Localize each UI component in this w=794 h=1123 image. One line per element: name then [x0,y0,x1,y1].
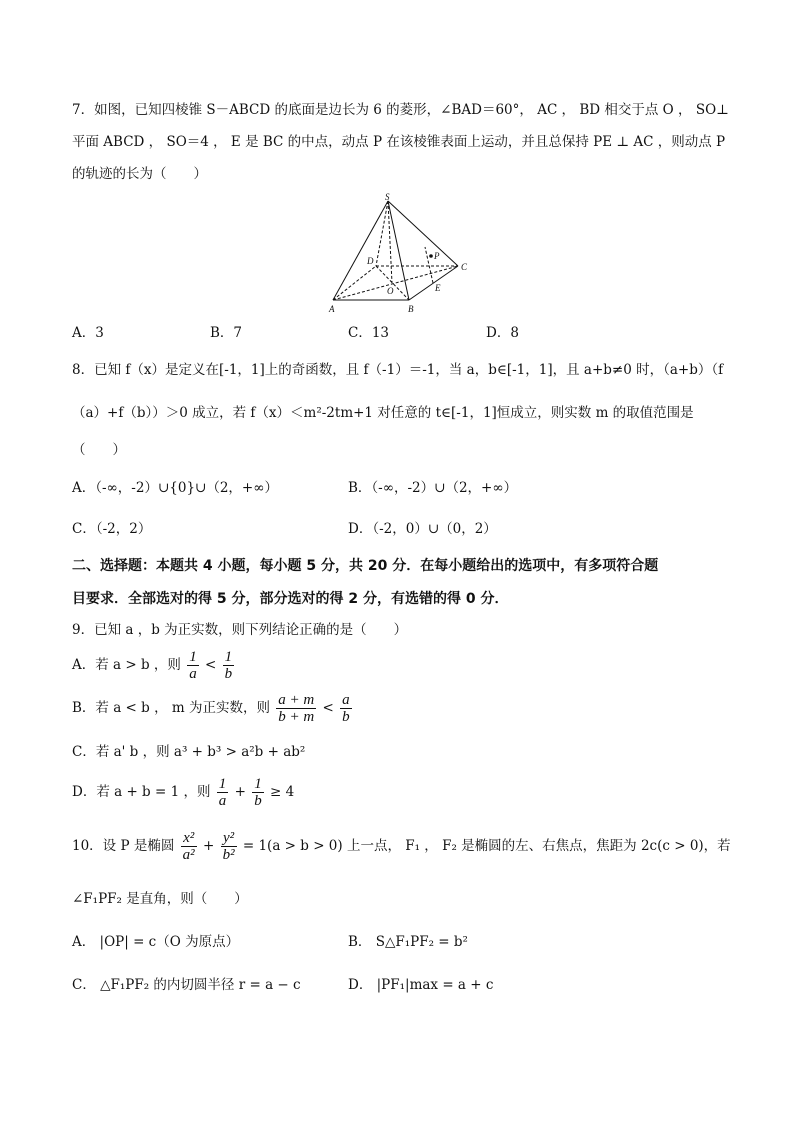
q9-option-b [72,692,354,725]
q8-option-a: A．（-∞，-2）∪{0}∪（2，+∞） [72,480,278,496]
q9-option-c: C．若 a' b ，则 a³ + b³ > a²b + ab² [72,744,306,760]
q8-option-c: C．（-2，2） [72,521,152,537]
denominator: a² [182,847,195,863]
q7-option-a: A．3 [72,325,104,341]
q9-stem: 9．已知 a ，b 为正实数，则下列结论正确的是（ ） [72,622,408,638]
label-D: D [367,256,374,266]
pyramid-figure [325,192,475,317]
numerator: a [342,692,350,708]
q7-stem-line2: 平面 ABCD ， SO＝4 ， E 是 BC 的中点，动点 P 在该棱锥表面上运动，并且总保持 PE ⊥ AC ，则动点 P [72,134,726,150]
label-A: A [329,304,335,314]
label-P: P [434,251,440,261]
section-2-line2: 目要求．全部选对的得 5 分，部分选对的得 2 分，有选错的得 0 分． [72,591,509,607]
q10-suffix: = 1(a > b > 0) 上一点， F₁ ， F₂ 是椭圆的左、右焦点，焦距为 2c(c > 0)，若 [242,838,731,854]
fraction [187,649,199,682]
q9-d-prefix: D．若 a + b = 1 ，则 [72,784,211,800]
q9-d-suffix: ≥ 4 [269,784,295,800]
numerator: 1 [224,649,233,665]
q8-option-d: D．（-2，0）∪（0，2） [348,521,497,537]
fraction [276,692,316,725]
q10-option-a: A． |OP| = c（O 为原点） [72,934,240,950]
label-E: E [435,283,441,293]
label-O: O [387,286,394,296]
q10-prefix: 10．设 P 是椭圆 [72,838,175,854]
denominator: b [342,709,350,725]
numerator: y² [221,830,237,847]
q10-option-d: D． |PF₁|max = a + c [348,977,494,993]
operator: < [205,657,217,673]
numerator: 1 [218,776,227,792]
fraction [223,649,235,682]
operator: + [202,838,215,854]
q10-stem-line2: ∠F₁PF₂ 是直角，则（ ） [72,891,248,907]
q8-option-b: B．（-∞，-2）∪（2，+∞） [348,480,518,496]
numerator: a + m [278,692,315,708]
fraction [217,776,229,809]
denominator: a [189,666,197,682]
denominator: b [254,793,262,809]
denominator: b² [222,847,235,863]
section-2-line1: 二、选择题：本题共 4 小题，每小题 5 分，共 20 分．在每小题给出的选项中，有多项符合题 [72,558,659,574]
fraction [181,830,197,863]
fraction [252,776,264,809]
q9-b-prefix: B．若 a < b ， m 为正实数，则 [72,700,270,716]
q9-a-prefix: A．若 a > b ，则 [72,657,181,673]
q7-option-b: B．7 [210,325,243,341]
operator: + [234,784,246,800]
q8-stem-line1: 8．已知 f（x）是定义在[-1，1]上的奇函数，且 f（-1）＝-1，当 a，b∈[-1，1]，且 a+b≠0 时，（a+b）（f [72,362,724,378]
q7-option-d: D．8 [486,325,519,341]
q10-option-c: C． △F₁PF₂ 的内切圆半径 r = a − c [72,977,301,993]
numerator: 1 [189,649,197,665]
numerator: 1 [254,776,262,792]
fraction [340,692,352,725]
operator: < [322,700,334,716]
denominator: b [224,666,233,682]
q8-stem-line2: （a）+f（b））＞0 成立，若 f（x）＜m²-2tm+1 对任意的 t∈[-1，1]恒成立，则实数 m 的取值范围是 [72,405,694,421]
fraction [221,830,237,863]
q9-option-a [72,649,236,682]
q7-stem-line1: 7．如图，已知四棱锥 S－ABCD 的底面是边长为 6 的菱形，∠BAD＝60°， AC ， BD 相交于点 O ， SO⊥ [72,102,729,118]
label-C: C [461,262,468,272]
q7-stem-line3: 的轨迹的长为（ ） [72,166,207,182]
q9-option-d [72,776,294,809]
numerator: x² [181,830,197,847]
label-S: S [385,192,390,202]
q10-stem-line1 [72,830,731,863]
label-B: B [408,304,414,314]
q10-option-b: B． S△F₁PF₂ = b² [348,934,468,950]
denominator: b + m [278,709,315,725]
q8-stem-line3: （ ） [72,442,126,458]
denominator: a [218,793,227,809]
q7-option-c: C．13 [348,325,390,341]
